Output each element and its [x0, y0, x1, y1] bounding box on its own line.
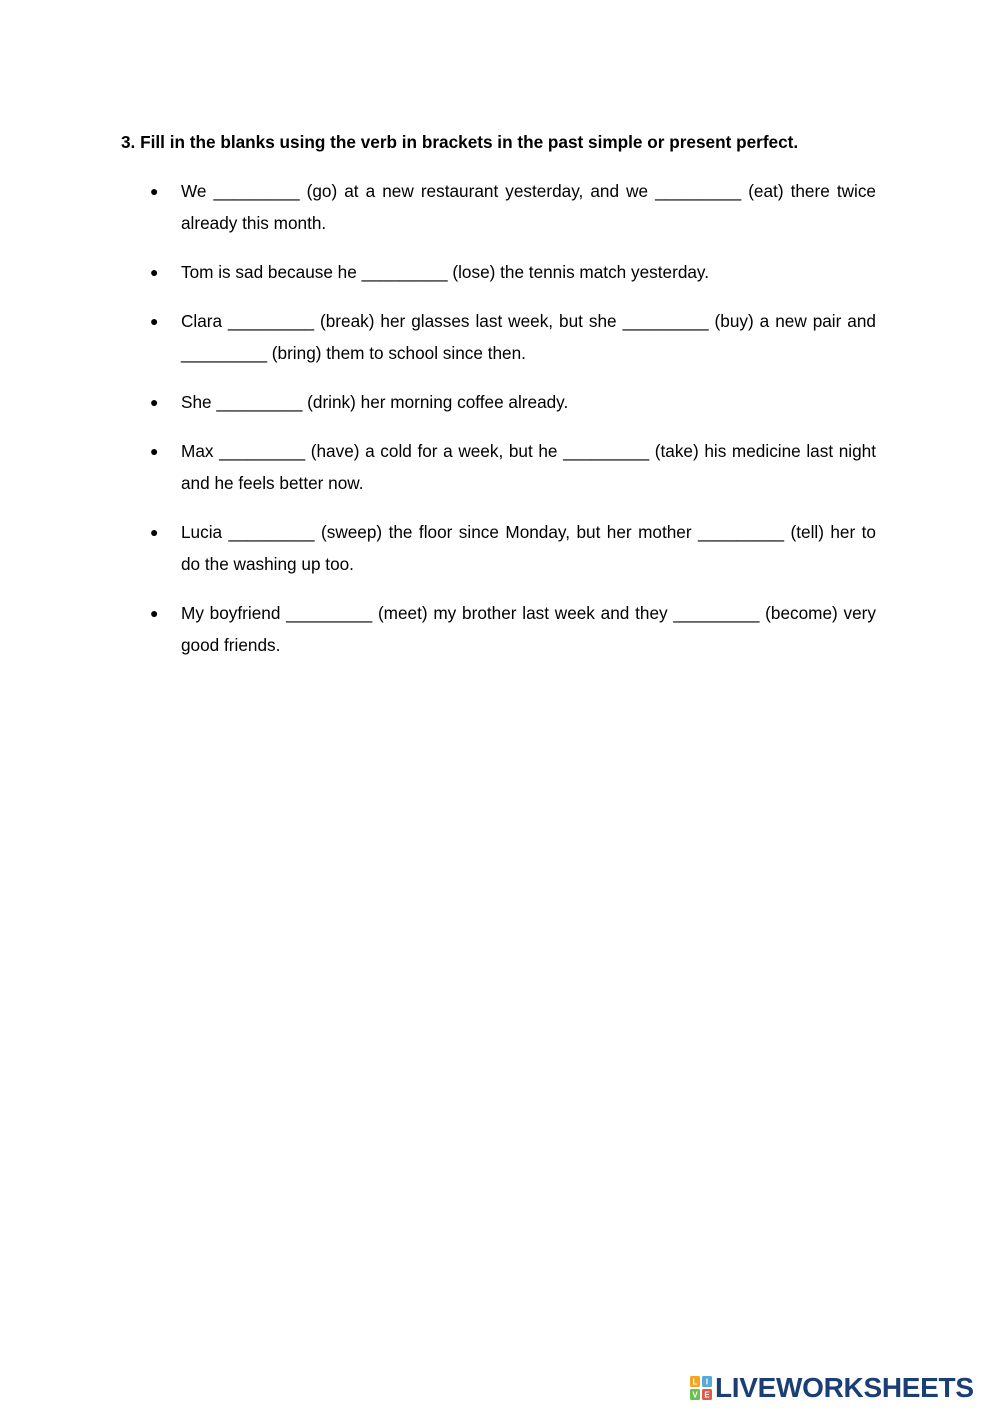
sentence-text: Lucia _________ (sweep) the floor since Monday, but her mother _________ (tell) her to do the washing up too. [181, 522, 876, 574]
svg-text:E: E [704, 1390, 710, 1400]
logo-text: LIVEWORKSHEETS [715, 1372, 974, 1403]
svg-text:V: V [692, 1390, 698, 1400]
bullet-icon: ● [150, 394, 159, 410]
bullet-icon: ● [150, 264, 159, 280]
sentence-text: We _________ (go) at a new restaurant yesterday, and we _________ (eat) there twice already this month. [181, 181, 876, 233]
list-item [0, 386, 999, 418]
liveworksheets-logo[interactable] [690, 1372, 974, 1404]
bullet-icon: ● [150, 605, 159, 621]
svg-text:I: I [705, 1377, 709, 1387]
list-item [0, 516, 999, 580]
exercise-list [0, 175, 999, 678]
list-item [0, 597, 999, 661]
bullet-icon: ● [150, 524, 159, 540]
bullet-icon: ● [150, 313, 159, 329]
list-item [0, 256, 999, 288]
bullet-icon: ● [150, 443, 159, 459]
exercise-heading: 3. Fill in the blanks using the verb in brackets in the past simple or present perfect. [121, 132, 799, 152]
list-item [0, 435, 999, 499]
liveworksheets-logo-icon [690, 1376, 712, 1400]
list-item [0, 175, 999, 239]
svg-text:L: L [692, 1377, 698, 1387]
sentence-text: Clara _________ (break) her glasses last week, but she _________ (buy) a new pair and _________ (bring) them to school since then. [181, 311, 876, 363]
sentence-text: Tom is sad because he _________ (lose) the tennis match yesterday. [181, 262, 710, 282]
list-item [0, 305, 999, 369]
sentence-text: Max _________ (have) a cold for a week, but he _________ (take) his medicine last night and he feels better now. [181, 441, 876, 493]
sentence-text: She _________ (drink) her morning coffee already. [181, 392, 569, 412]
bullet-icon: ● [150, 183, 159, 199]
sentence-text: My boyfriend _________ (meet) my brother last week and they _________ (become) very good friends. [181, 603, 876, 655]
